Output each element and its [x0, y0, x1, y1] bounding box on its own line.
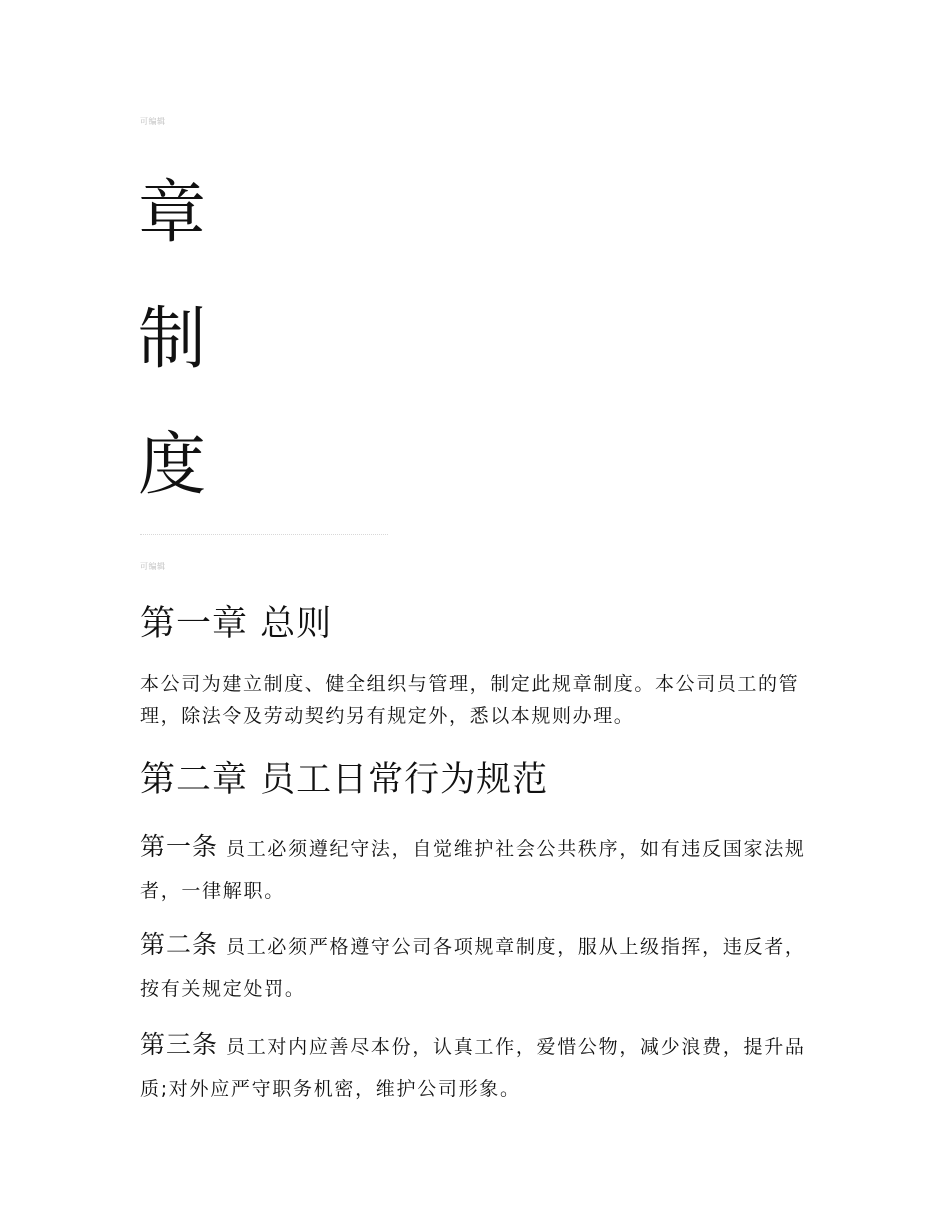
article-label: 第三条 [140, 1030, 219, 1059]
cover-title-char: 章 [138, 174, 207, 253]
chapter-1-paragraph: 本公司为建立制度、健全组织与管理，制定此规章制度。本公司员工的管理，除法令及劳动契约另有规定外，悉以本规则办理。 [140, 673, 800, 727]
article-text: 员工必须严格遵守公司各项规章制度，服从上级指挥，违反者，按有关规定处罚。 [140, 936, 806, 1000]
chapter-2-title: 第二章 员工日常行为规范 [140, 760, 549, 800]
editable-watermark: 可编辑 [140, 117, 166, 126]
editable-watermark: 可编辑 [140, 562, 166, 571]
article-label: 第二条 [140, 930, 219, 959]
article-item [140, 924, 810, 1010]
cover-title-char: 度 [138, 426, 207, 505]
cover-title-char: 制 [138, 300, 207, 379]
chapter-1-title: 第一章 总则 [140, 604, 333, 644]
article-item [140, 1024, 810, 1110]
section-divider [140, 534, 388, 535]
article-text: 员工必须遵纪守法，自觉维护社会公共秩序，如有违反国家法规者，一律解职。 [140, 838, 806, 902]
article-label: 第一条 [140, 832, 219, 861]
article-item [140, 826, 810, 912]
article-text: 员工对内应善尽本份，认真工作，爱惜公物，减少浪费，提升品质;对外应严守职务机密，维护公司形象。 [140, 1036, 806, 1100]
